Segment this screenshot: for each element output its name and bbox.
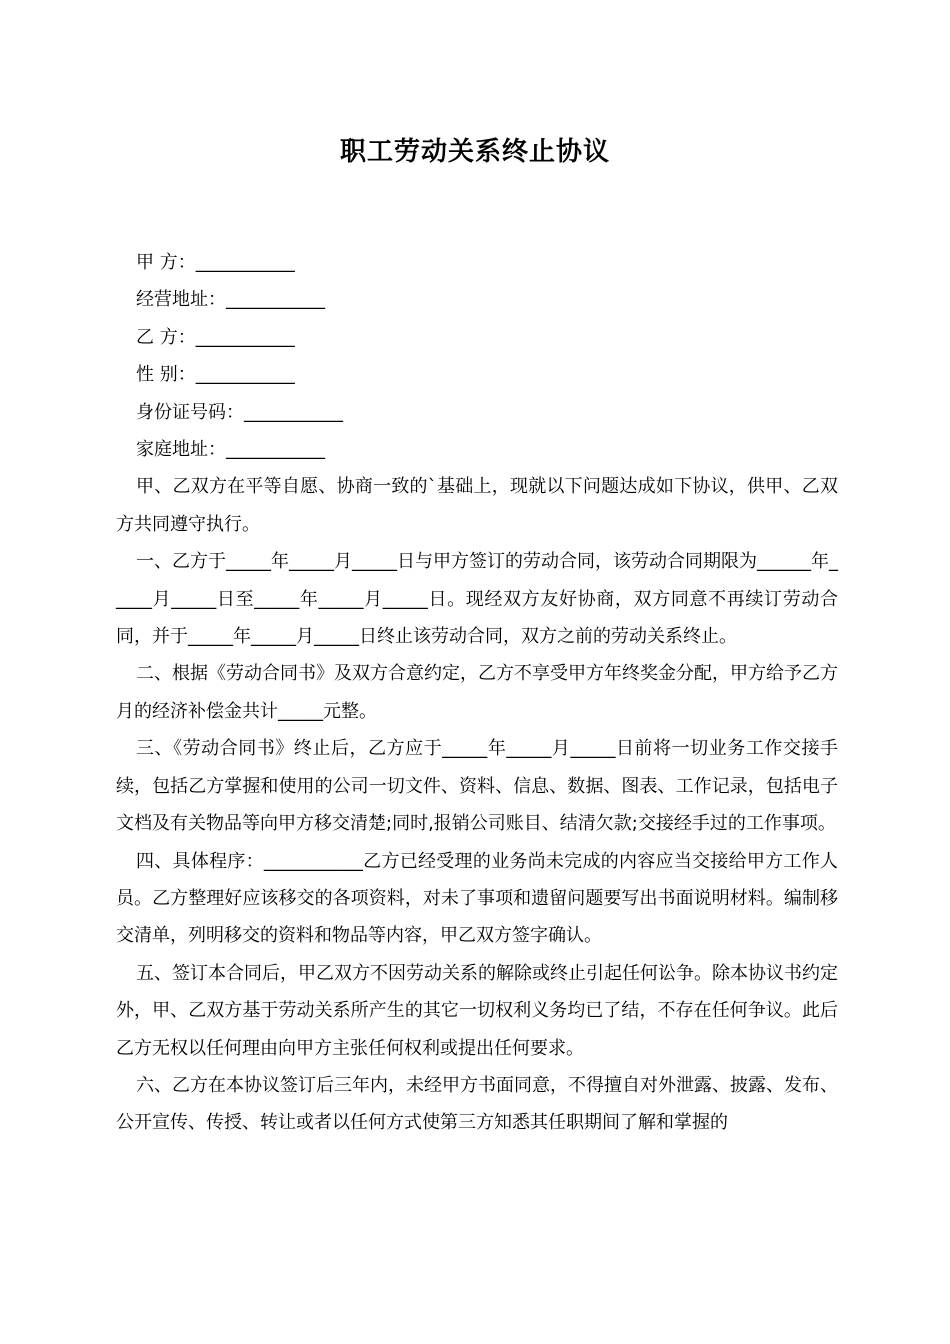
clause-5-paragraph: 五、签订本合同后，甲乙双方不因劳动关系的解除或终止引起任何讼争。除本协议书约定外，甲、乙双方基于劳动关系所产生的其它一切权利义务均已了结，不存在任何争议。此后乙方无权以任何理由向甲方主张任何权利或提出任何要求。 bbox=[116, 962, 838, 1059]
document-body bbox=[116, 244, 838, 1142]
clause-2-paragraph: 二、根据《劳动合同书》及双方合意约定，乙方不享受甲方年终奖金分配，甲方给予乙方 月的经济补偿金共计_____元整。 bbox=[116, 663, 838, 722]
clause-4-paragraph: 四、具体程序：___________乙方已经受理的业务尚未完成的内容应当交接给甲方工作人员。乙方整理好应该移交的各项资料，对未了事项和遗留问题要写出书面说明材料。编制移交清单，列明移交的资料和物品等内容，甲乙双方签字确认。 bbox=[116, 850, 838, 947]
intro-paragraph: 甲、乙双方在平等自愿、协商一致的`基础上，现就以下问题达成如下协议，供甲、乙双方共同遵守执行。 bbox=[116, 476, 838, 535]
id-number-field: 身份证号码：___________ bbox=[136, 401, 343, 423]
clause-1-paragraph: 一、乙方于_____年_____月_____日与甲方签订的劳动合同，该劳动合同期限为______年_____月_____日至_____年_____月_____日。现经双方友好协商，双方同意不再续订劳动合同，并于_____年_____月_____日终止该劳动合同，双方之前的劳动关系终止。 bbox=[116, 551, 838, 648]
gender-field: 性 别：___________ bbox=[136, 364, 295, 386]
home-address-field: 家庭地址：___________ bbox=[136, 439, 325, 461]
clause-6-paragraph: 六、乙方在本协议签订后三年内，未经甲方书面同意，不得擅自对外泄露、披露、发布、公开宣传、传授、转让或者以任何方式使第三方知悉其任职期间了解和掌握的 bbox=[116, 1074, 838, 1134]
document-title: 职工劳动关系终止协议 bbox=[339, 137, 610, 167]
business-address-field: 经营地址：___________ bbox=[136, 289, 325, 311]
clause-3-paragraph: 三、《劳动合同书》终止后，乙方应于_____年_____月_____日前将一切业务工作交接手续，包括乙方掌握和使用的公司一切文件、资料、信息、数据、图表、工作记录，包括电子文档及有关物品等向甲方移交清楚;同时,报销公司账目、结清欠款;交接经手过的工作事项。 bbox=[116, 738, 838, 835]
party-b-field: 乙 方：___________ bbox=[136, 326, 295, 348]
party-a-field: 甲 方：___________ bbox=[136, 252, 295, 273]
